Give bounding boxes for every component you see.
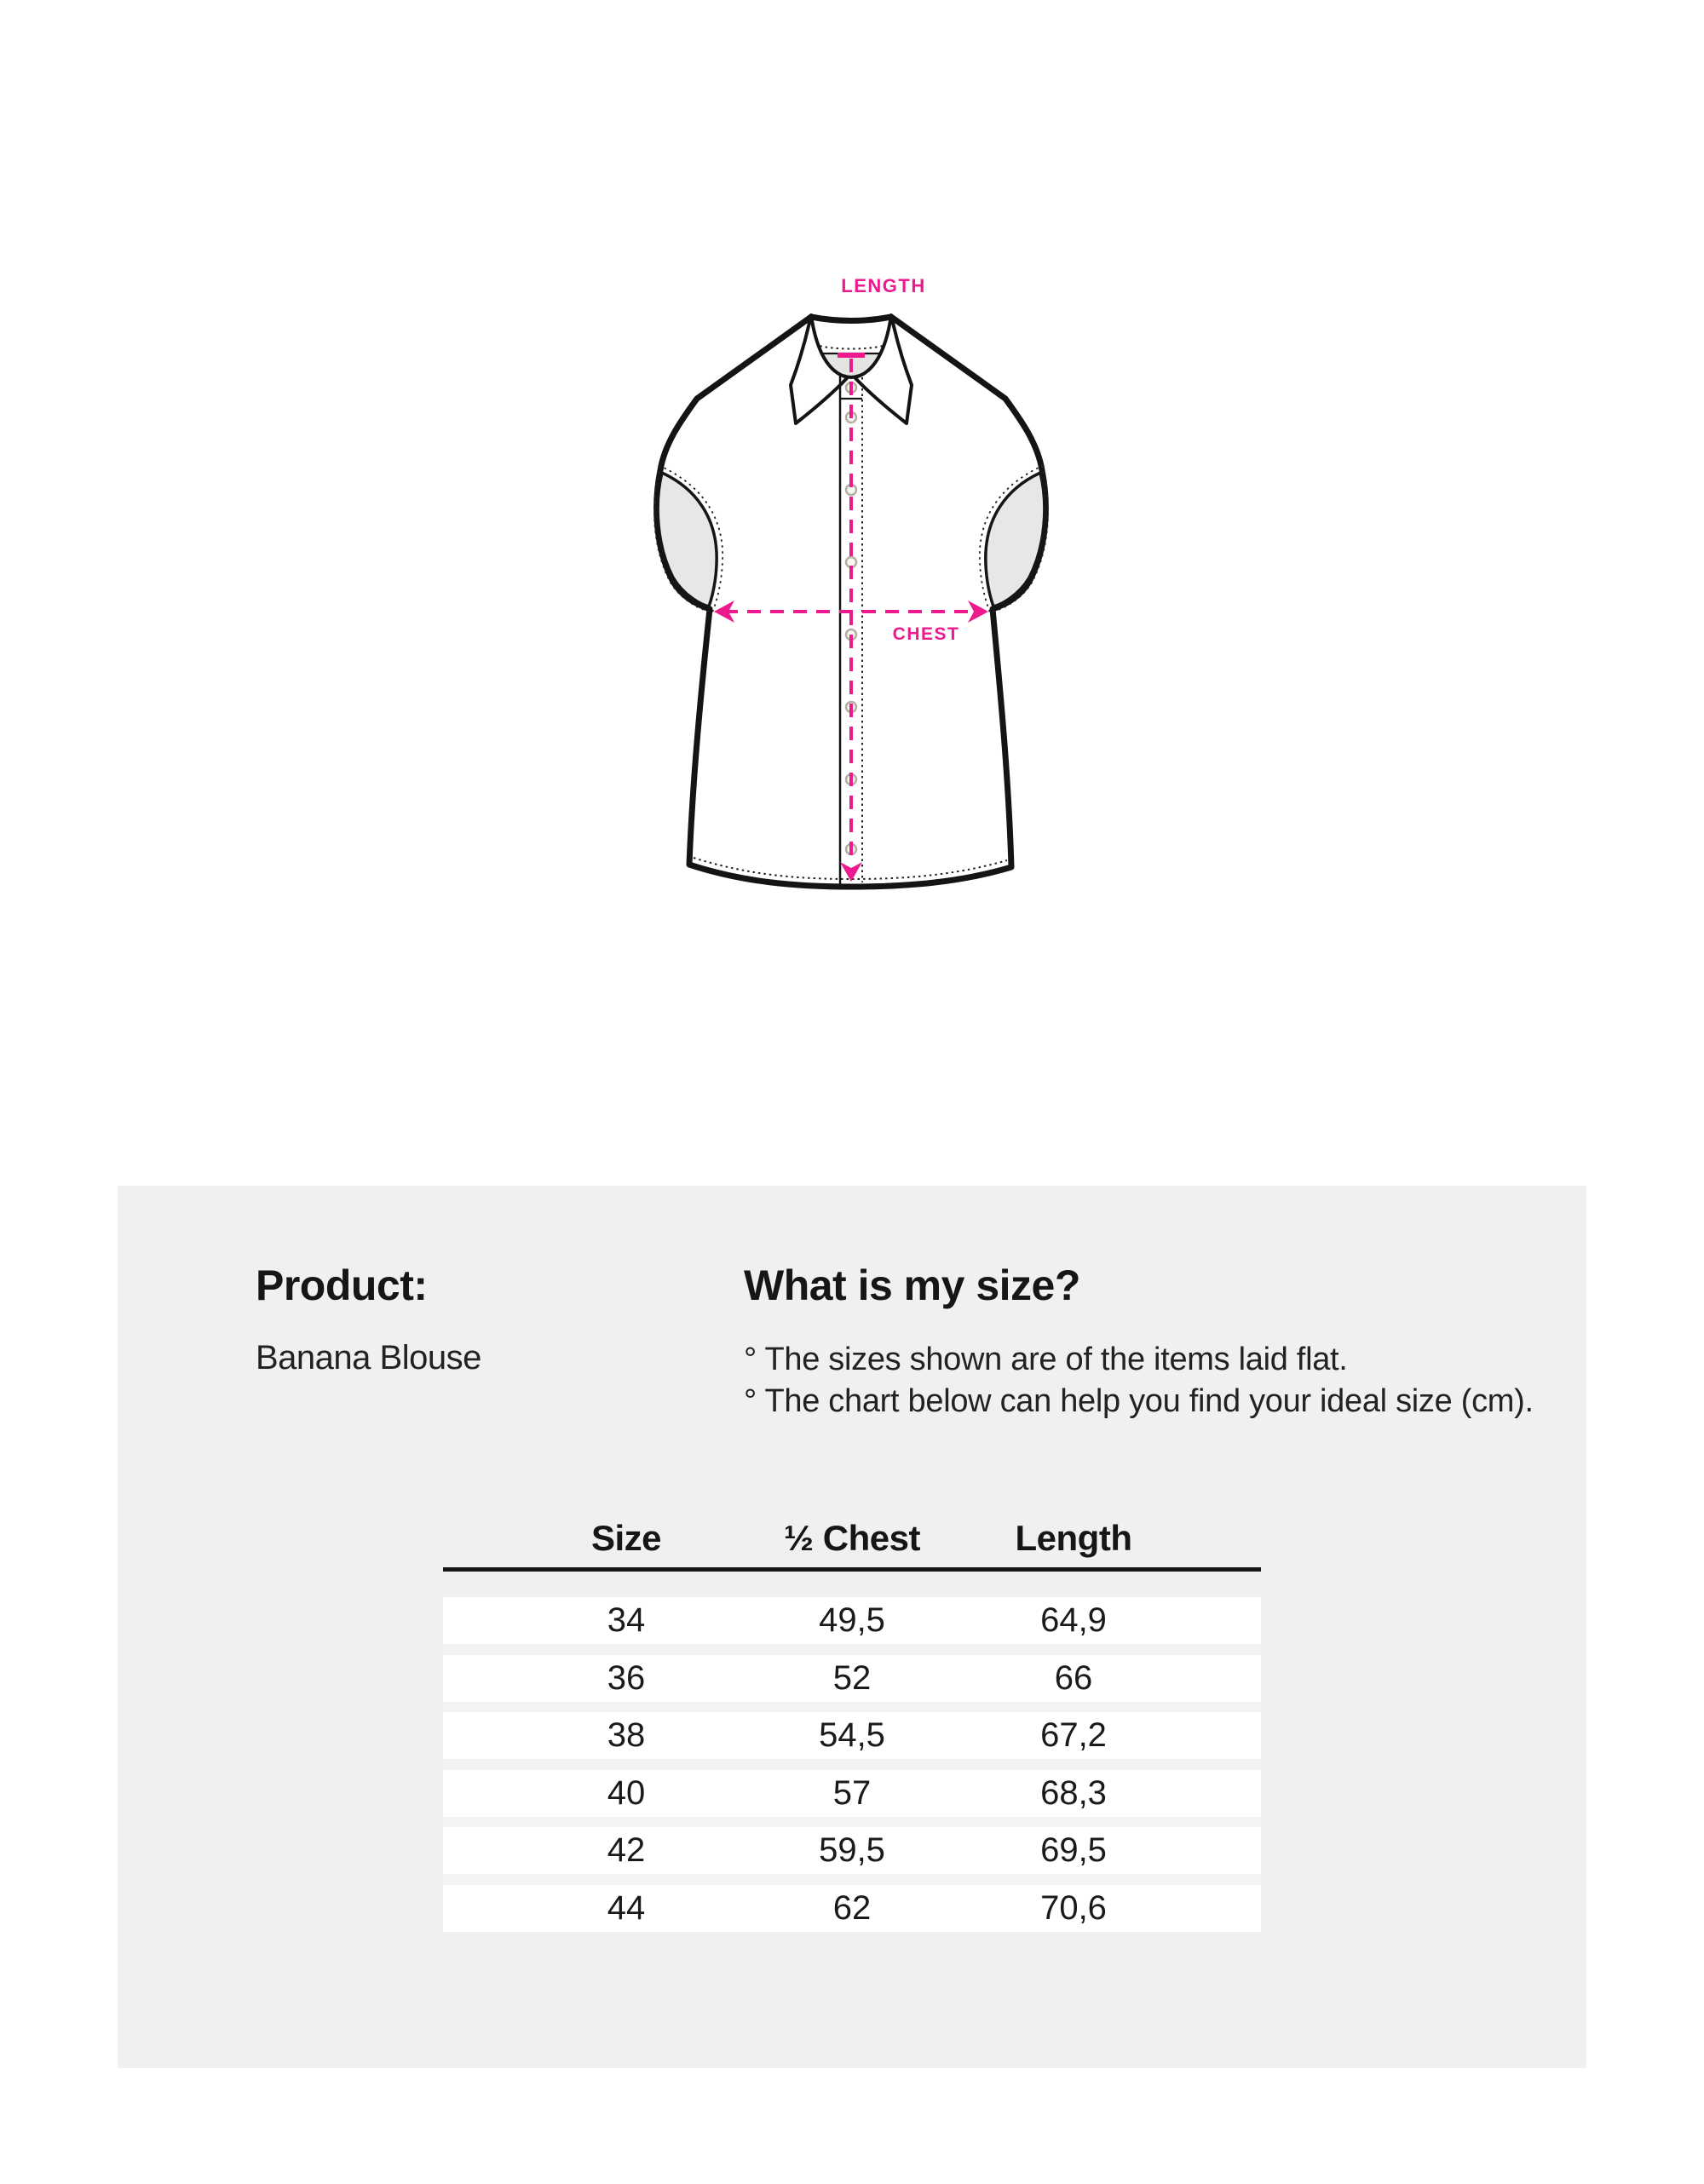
chest-label: CHEST xyxy=(892,624,960,644)
size-note: ° The chart below can help you find your ideal size (cm). xyxy=(744,1383,1534,1419)
length-cell: 64,9 xyxy=(1040,1601,1107,1639)
chest-cell: 57 xyxy=(832,1773,872,1812)
size-table-header-size: Size xyxy=(590,1518,662,1558)
size-cell: 36 xyxy=(607,1658,646,1697)
length-cell: 67,2 xyxy=(1040,1716,1107,1754)
size-heading: What is my size? xyxy=(744,1262,1080,1309)
size-table-header-length: Length xyxy=(1015,1518,1132,1558)
table-row xyxy=(443,1712,1261,1759)
length-label: LENGTH xyxy=(841,275,926,296)
size-cell: 34 xyxy=(607,1601,646,1639)
size-table-header-half-chest: ½ Chest xyxy=(784,1518,920,1558)
length-cell: 68,3 xyxy=(1040,1773,1107,1812)
table-row xyxy=(443,1885,1261,1932)
garment-diagram xyxy=(613,256,1091,903)
table-row xyxy=(443,1655,1261,1702)
size-cell: 42 xyxy=(607,1831,646,1869)
length-cell: 69,5 xyxy=(1040,1831,1107,1869)
product-name: Banana Blouse xyxy=(256,1339,481,1376)
chest-cell: 62 xyxy=(832,1888,872,1927)
table-row xyxy=(443,1770,1261,1817)
header-divider xyxy=(443,1567,1261,1572)
size-table-rows xyxy=(443,1597,1261,1932)
length-cell: 66 xyxy=(1054,1658,1093,1697)
size-cell: 38 xyxy=(607,1716,646,1754)
size-guide-panel xyxy=(118,1186,1586,2068)
chest-cell: 59,5 xyxy=(819,1831,885,1869)
table-row xyxy=(443,1827,1261,1874)
chest-cell: 52 xyxy=(832,1658,872,1697)
length-cell: 70,6 xyxy=(1040,1888,1107,1927)
blouse-flat-sketch xyxy=(613,256,1091,903)
size-note: ° The sizes shown are of the items laid flat. xyxy=(744,1342,1348,1377)
product-heading: Product: xyxy=(256,1262,428,1309)
size-cell: 44 xyxy=(607,1888,646,1927)
size-cell: 40 xyxy=(607,1773,646,1812)
chest-cell: 54,5 xyxy=(819,1716,885,1754)
chest-cell: 49,5 xyxy=(819,1601,885,1639)
size-table xyxy=(443,1186,1261,2068)
table-row xyxy=(443,1597,1261,1644)
